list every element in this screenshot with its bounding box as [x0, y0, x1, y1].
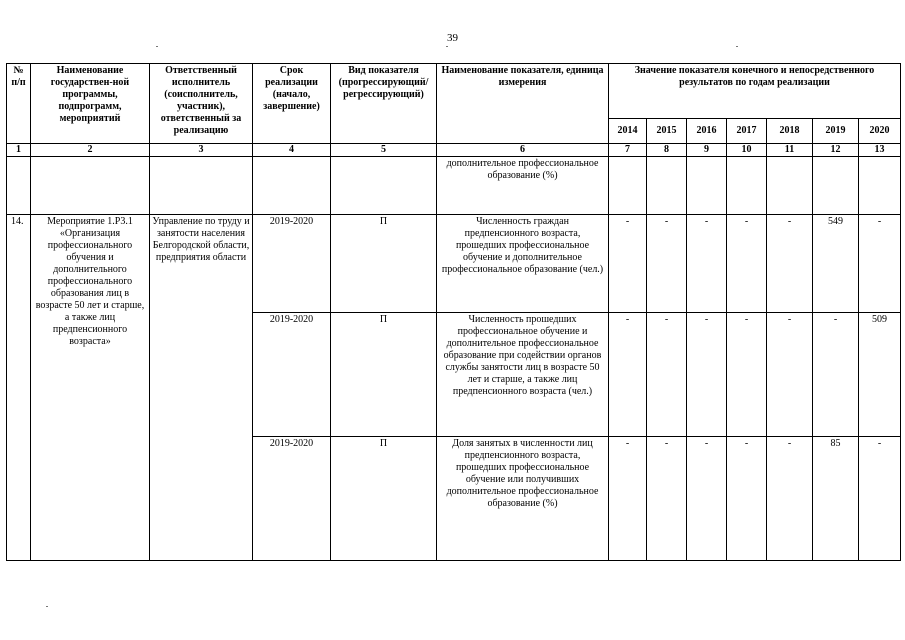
header-num: № п/п — [7, 64, 31, 144]
header-year: 2017 — [727, 119, 767, 144]
column-number: 5 — [331, 144, 437, 157]
value-cell: - — [859, 437, 901, 561]
value-cell: 509 — [859, 313, 901, 437]
header-year: 2014 — [609, 119, 647, 144]
header-program: Наименование государствен-ной программы, подпрограмм, мероприятий — [31, 64, 150, 144]
column-numbers-row — [7, 144, 901, 157]
scan-speck — [736, 46, 738, 47]
item-period: 2019-2020 — [253, 215, 331, 313]
column-number: 2 — [31, 144, 150, 157]
value-cell: - — [727, 215, 767, 313]
continuation-row — [7, 157, 901, 215]
item-type: П — [331, 313, 437, 437]
column-number: 4 — [253, 144, 331, 157]
header-indicator: Наименование показателя, единица измерения — [437, 64, 609, 144]
continuation-indicator: дополнительное профессиональное образование (%) — [437, 157, 609, 215]
item-number: 14. — [7, 215, 31, 561]
item-indicator: Доля занятых в численности лиц предпенсионного возраста, прошедших профессиональное обучение или получивших дополнительное профессиональное образование (%) — [437, 437, 609, 561]
item-period: 2019-2020 — [253, 437, 331, 561]
header-year: 2016 — [687, 119, 727, 144]
header-year: 2020 — [859, 119, 901, 144]
column-number: 10 — [727, 144, 767, 157]
column-number: 1 — [7, 144, 31, 157]
value-cell: - — [647, 437, 687, 561]
header-year: 2019 — [813, 119, 859, 144]
value-cell: - — [647, 313, 687, 437]
item-responsible: Управление по труду и занятости населения Белгородской области, предприятия области — [150, 215, 253, 561]
value-cell: - — [727, 437, 767, 561]
header-year: 2015 — [647, 119, 687, 144]
indicators-table — [6, 63, 901, 561]
item-name: Мероприятие 1.Р3.1 «Организация профессионального обучения и дополнительного профессионального образования лиц в возрасте 50 лет и старше, а также лиц предпенсионного возраста» — [31, 215, 150, 561]
value-cell: - — [859, 215, 901, 313]
item-type: П — [331, 437, 437, 561]
column-number: 3 — [150, 144, 253, 157]
item-indicator: Численность граждан предпенсионного возраста, прошедших профессиональное обучение и дополнительное профессиональное образование (чел.) — [437, 215, 609, 313]
header-period: Срок реализации (начало, завершение) — [253, 64, 331, 144]
item-row — [7, 215, 901, 313]
value-cell: - — [647, 215, 687, 313]
value-cell: - — [727, 313, 767, 437]
column-number: 13 — [859, 144, 901, 157]
scan-speck — [156, 46, 158, 47]
value-cell: 85 — [813, 437, 859, 561]
header-values-group: Значение показателя конечного и непосредственного результатов по годам реализации — [609, 64, 901, 119]
column-number: 11 — [767, 144, 813, 157]
value-cell: - — [609, 437, 647, 561]
header-type: Вид показателя (прогрессирующий/ регрессирующий) — [331, 64, 437, 144]
header-row — [7, 64, 901, 119]
value-cell: 549 — [813, 215, 859, 313]
item-indicator: Численность прошедших профессиональное обучение и дополнительное профессиональное образование при содействии органов службы занятости лиц в возрасте 50 лет и старше, а также лиц предпенсионного возраста (чел.) — [437, 313, 609, 437]
value-cell: - — [767, 313, 813, 437]
page-number: 39 — [447, 32, 458, 44]
value-cell: - — [609, 313, 647, 437]
item-period: 2019-2020 — [253, 313, 331, 437]
header-responsible: Ответственный исполнитель (соисполнитель, участник), ответственный за реализацию — [150, 64, 253, 144]
column-number: 9 — [687, 144, 727, 157]
header-year: 2018 — [767, 119, 813, 144]
value-cell: - — [687, 437, 727, 561]
scan-speck — [46, 606, 48, 607]
value-cell: - — [609, 215, 647, 313]
value-cell: - — [813, 313, 859, 437]
value-cell: - — [767, 437, 813, 561]
item-type: П — [331, 215, 437, 313]
column-number: 6 — [437, 144, 609, 157]
value-cell: - — [687, 215, 727, 313]
column-number: 12 — [813, 144, 859, 157]
value-cell: - — [687, 313, 727, 437]
column-number: 8 — [647, 144, 687, 157]
column-number: 7 — [609, 144, 647, 157]
value-cell: - — [767, 215, 813, 313]
scan-speck — [446, 46, 448, 47]
